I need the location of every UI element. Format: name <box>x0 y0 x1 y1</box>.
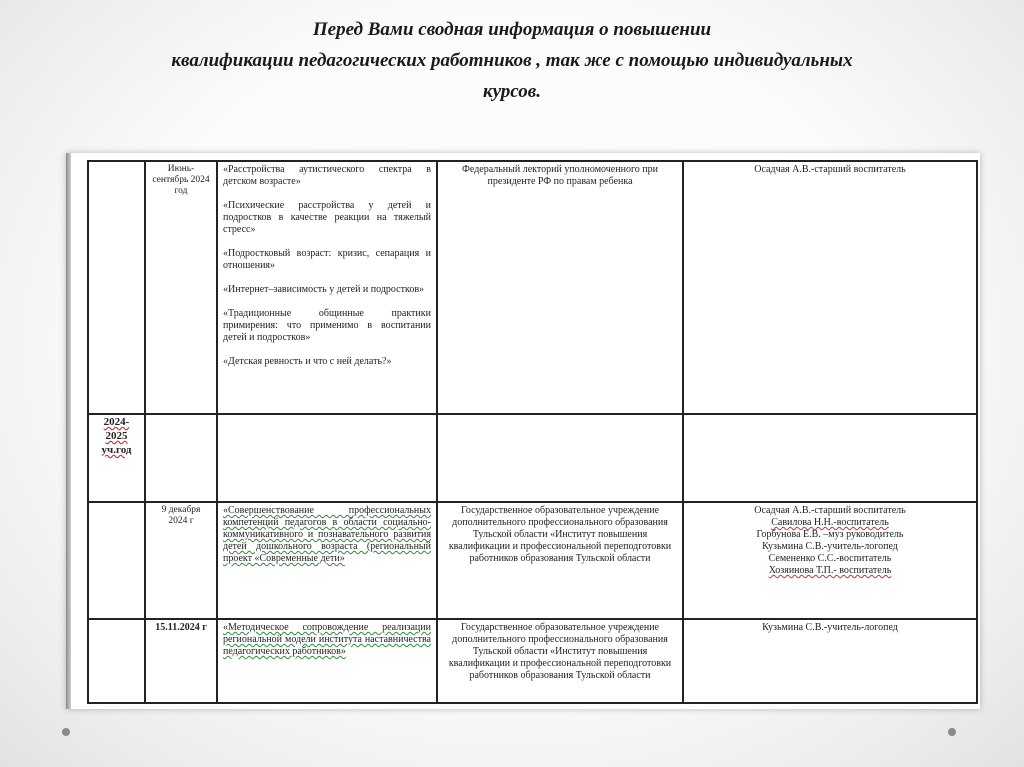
staff-name: Осадчая А.В.-старший воспитатель <box>754 164 906 175</box>
staff-cell <box>683 414 977 502</box>
courses-cell <box>217 161 437 414</box>
staff-name: Кузьмина С.В.-учитель-логопед <box>762 541 898 552</box>
organization-cell <box>437 414 683 502</box>
course-title: «Интернет–зависимость у детей и подростков» <box>223 284 425 295</box>
training-table <box>87 160 978 704</box>
organization-cell: Федеральный лекторий уполномоченного при президенте РФ по правам ребенка <box>437 161 683 414</box>
staff-cell <box>683 502 977 619</box>
staff-name: Осадчая А.В.-старший воспитатель <box>754 505 906 516</box>
corner-dot-right <box>948 728 956 736</box>
course-title: «Подростковый возраст: кризис, сепарация и отношения» <box>223 248 431 271</box>
table-row <box>88 161 977 414</box>
year-cell <box>88 619 145 703</box>
course-title: «Психические расстройства у детей и подростков в качестве реакции на тяжелый стресс» <box>223 200 431 235</box>
title-line-1: Перед Вами сводная информация о повышении <box>312 19 712 40</box>
staff-name: Хозяинова Т.П.- воспитатель <box>768 565 892 576</box>
document-scan <box>66 153 980 709</box>
date-cell: Июнь-сентябрь 2024 год <box>145 161 217 414</box>
title-line-3: курсов. <box>482 81 541 102</box>
year-cell <box>88 414 145 502</box>
staff-name: Семененко С.С.-воспитатель <box>768 553 892 564</box>
year-cell <box>88 161 145 414</box>
title-line-2: квалификации педагогических работников , так же с помощью индивидуальных <box>171 50 853 71</box>
staff-name: Савилова Н.Н.-воспитатель <box>771 517 889 528</box>
organization-cell: Государственное образовательное учреждение дополнительного профессионального образования Тульской области «Институт повышения квалификации и профессиональной переподготовки работников образования Тульской области <box>437 502 683 619</box>
courses-cell <box>217 414 437 502</box>
corner-dot-left <box>62 728 70 736</box>
course-title: «Расстройства аутистического спектра в детском возрасте» <box>223 164 431 187</box>
staff-name: Горбунова Е.В. –муз руководитель <box>756 529 904 540</box>
course-title: «Детская ревность и что с ней делать?» <box>223 356 392 367</box>
table-row <box>88 502 977 619</box>
organization-cell: Государственное образовательное учреждение дополнительного профессионального образования Тульской области «Институт повышения квалификации и профессиональной переподготовки работников образования Тульской области <box>437 619 683 703</box>
date-cell: 9 декабря 2024 г <box>145 502 217 619</box>
academic-year: 2024-2025 уч.год <box>101 416 132 456</box>
course-title: «Совершенствование профессиональных компетенций педагогов в области социально-коммуникативного и познавательного развития детей дошкольного возраста (региональный проект «Современные дети» <box>223 505 431 564</box>
table-row <box>88 619 977 703</box>
slide-title <box>0 14 1024 107</box>
staff-cell <box>683 619 977 703</box>
date-cell <box>145 414 217 502</box>
course-title: «Традиционные общинные практики примирения: что применимо в воспитании детей и подростков» <box>223 308 431 343</box>
year-cell <box>88 502 145 619</box>
table-row <box>88 414 977 502</box>
staff-cell <box>683 161 977 414</box>
date-cell: 15.11.2024 г <box>145 619 217 703</box>
staff-name: Кузьмина С.В.-учитель-логопед <box>762 622 898 633</box>
course-title: «Методическое сопровождение реализации региональной модели института наставничества педагогических работников» <box>223 622 431 657</box>
courses-cell <box>217 619 437 703</box>
courses-cell <box>217 502 437 619</box>
